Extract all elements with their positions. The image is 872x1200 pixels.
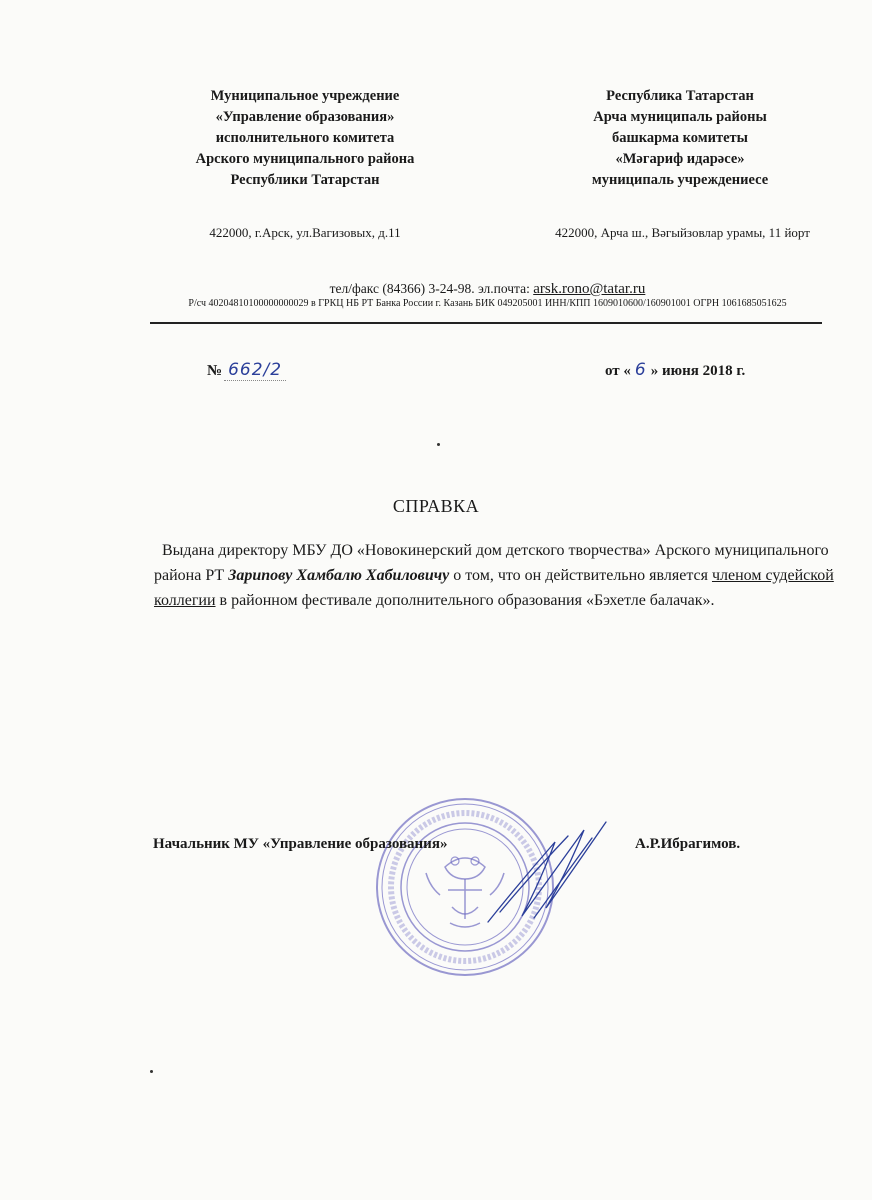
number-label: № [207,363,223,379]
date-suffix: » июня 2018 г. [650,363,746,379]
reference-date [605,360,745,380]
bank-details: Р/сч 40204810100000000029 в ГРКЦ НБ РТ Банка России г. Казань БИК 049205001 ИНН/КПП 1609010600/160901001 ОГРН 1061685051625 [188,298,787,309]
handwritten-signature [480,812,610,932]
recipient-name: Зарипову Хамбалю Хабиловичу [228,567,450,584]
scan-speck [150,1070,153,1073]
header-left-line: Муниципальное учреждение [210,88,400,104]
header-right-line: муниципаль учреждениесе [591,172,769,188]
body-text-part: в районном фестивале дополнительного образования «Бэхетле балачак». [215,592,715,609]
signer-position: Начальник МУ «Управление образования» [153,836,448,852]
header-right-line: Арча муниципаль районы [593,109,767,125]
header-right-line: «Мәгариф идарәсе» [615,151,745,167]
contact-line [150,280,825,298]
body-text-part: Выдана директору МБУ ДО «Новокинерский дом детского творчества» Арского муниципального района РТ [154,542,829,584]
left-address: 422000, г.Арск, ул.Вагизовых, д.11 [209,225,401,240]
header-right-line: Республика Татарстан [606,88,754,104]
handwritten-day: 6 [634,360,647,380]
handwritten-number: 662/2 [224,360,286,381]
date-prefix: от « [605,363,631,379]
document-body [154,538,844,613]
recipient-role: членом судейской коллегии [154,567,834,609]
header-right-line: башкарма комитеты [612,130,748,146]
contact-email-link[interactable]: arsk.rono@tatar.ru [533,281,646,297]
header-left-line: Арского муниципального района [195,151,415,167]
reference-number [207,360,286,381]
signer-name: А.Р.Ибрагимов. [635,836,741,852]
header-left-block [170,86,440,191]
header-left-line: «Управление образования» [215,109,395,125]
header-right-block [545,86,815,191]
right-address: 422000, Арча ш., Вәгыйзовлар урамы, 11 йорт [555,225,810,240]
document-title: СПРАВКА [392,496,480,516]
contact-phone: тел/факс (84366) 3-24-98. эл.почта: [329,281,530,296]
scan-speck [437,443,440,446]
header-divider [150,322,822,324]
body-text-part: о том, что он действительно является [449,567,712,584]
header-left-line: исполнительного комитета [215,130,395,146]
header-left-line: Республики Татарстан [230,172,380,188]
